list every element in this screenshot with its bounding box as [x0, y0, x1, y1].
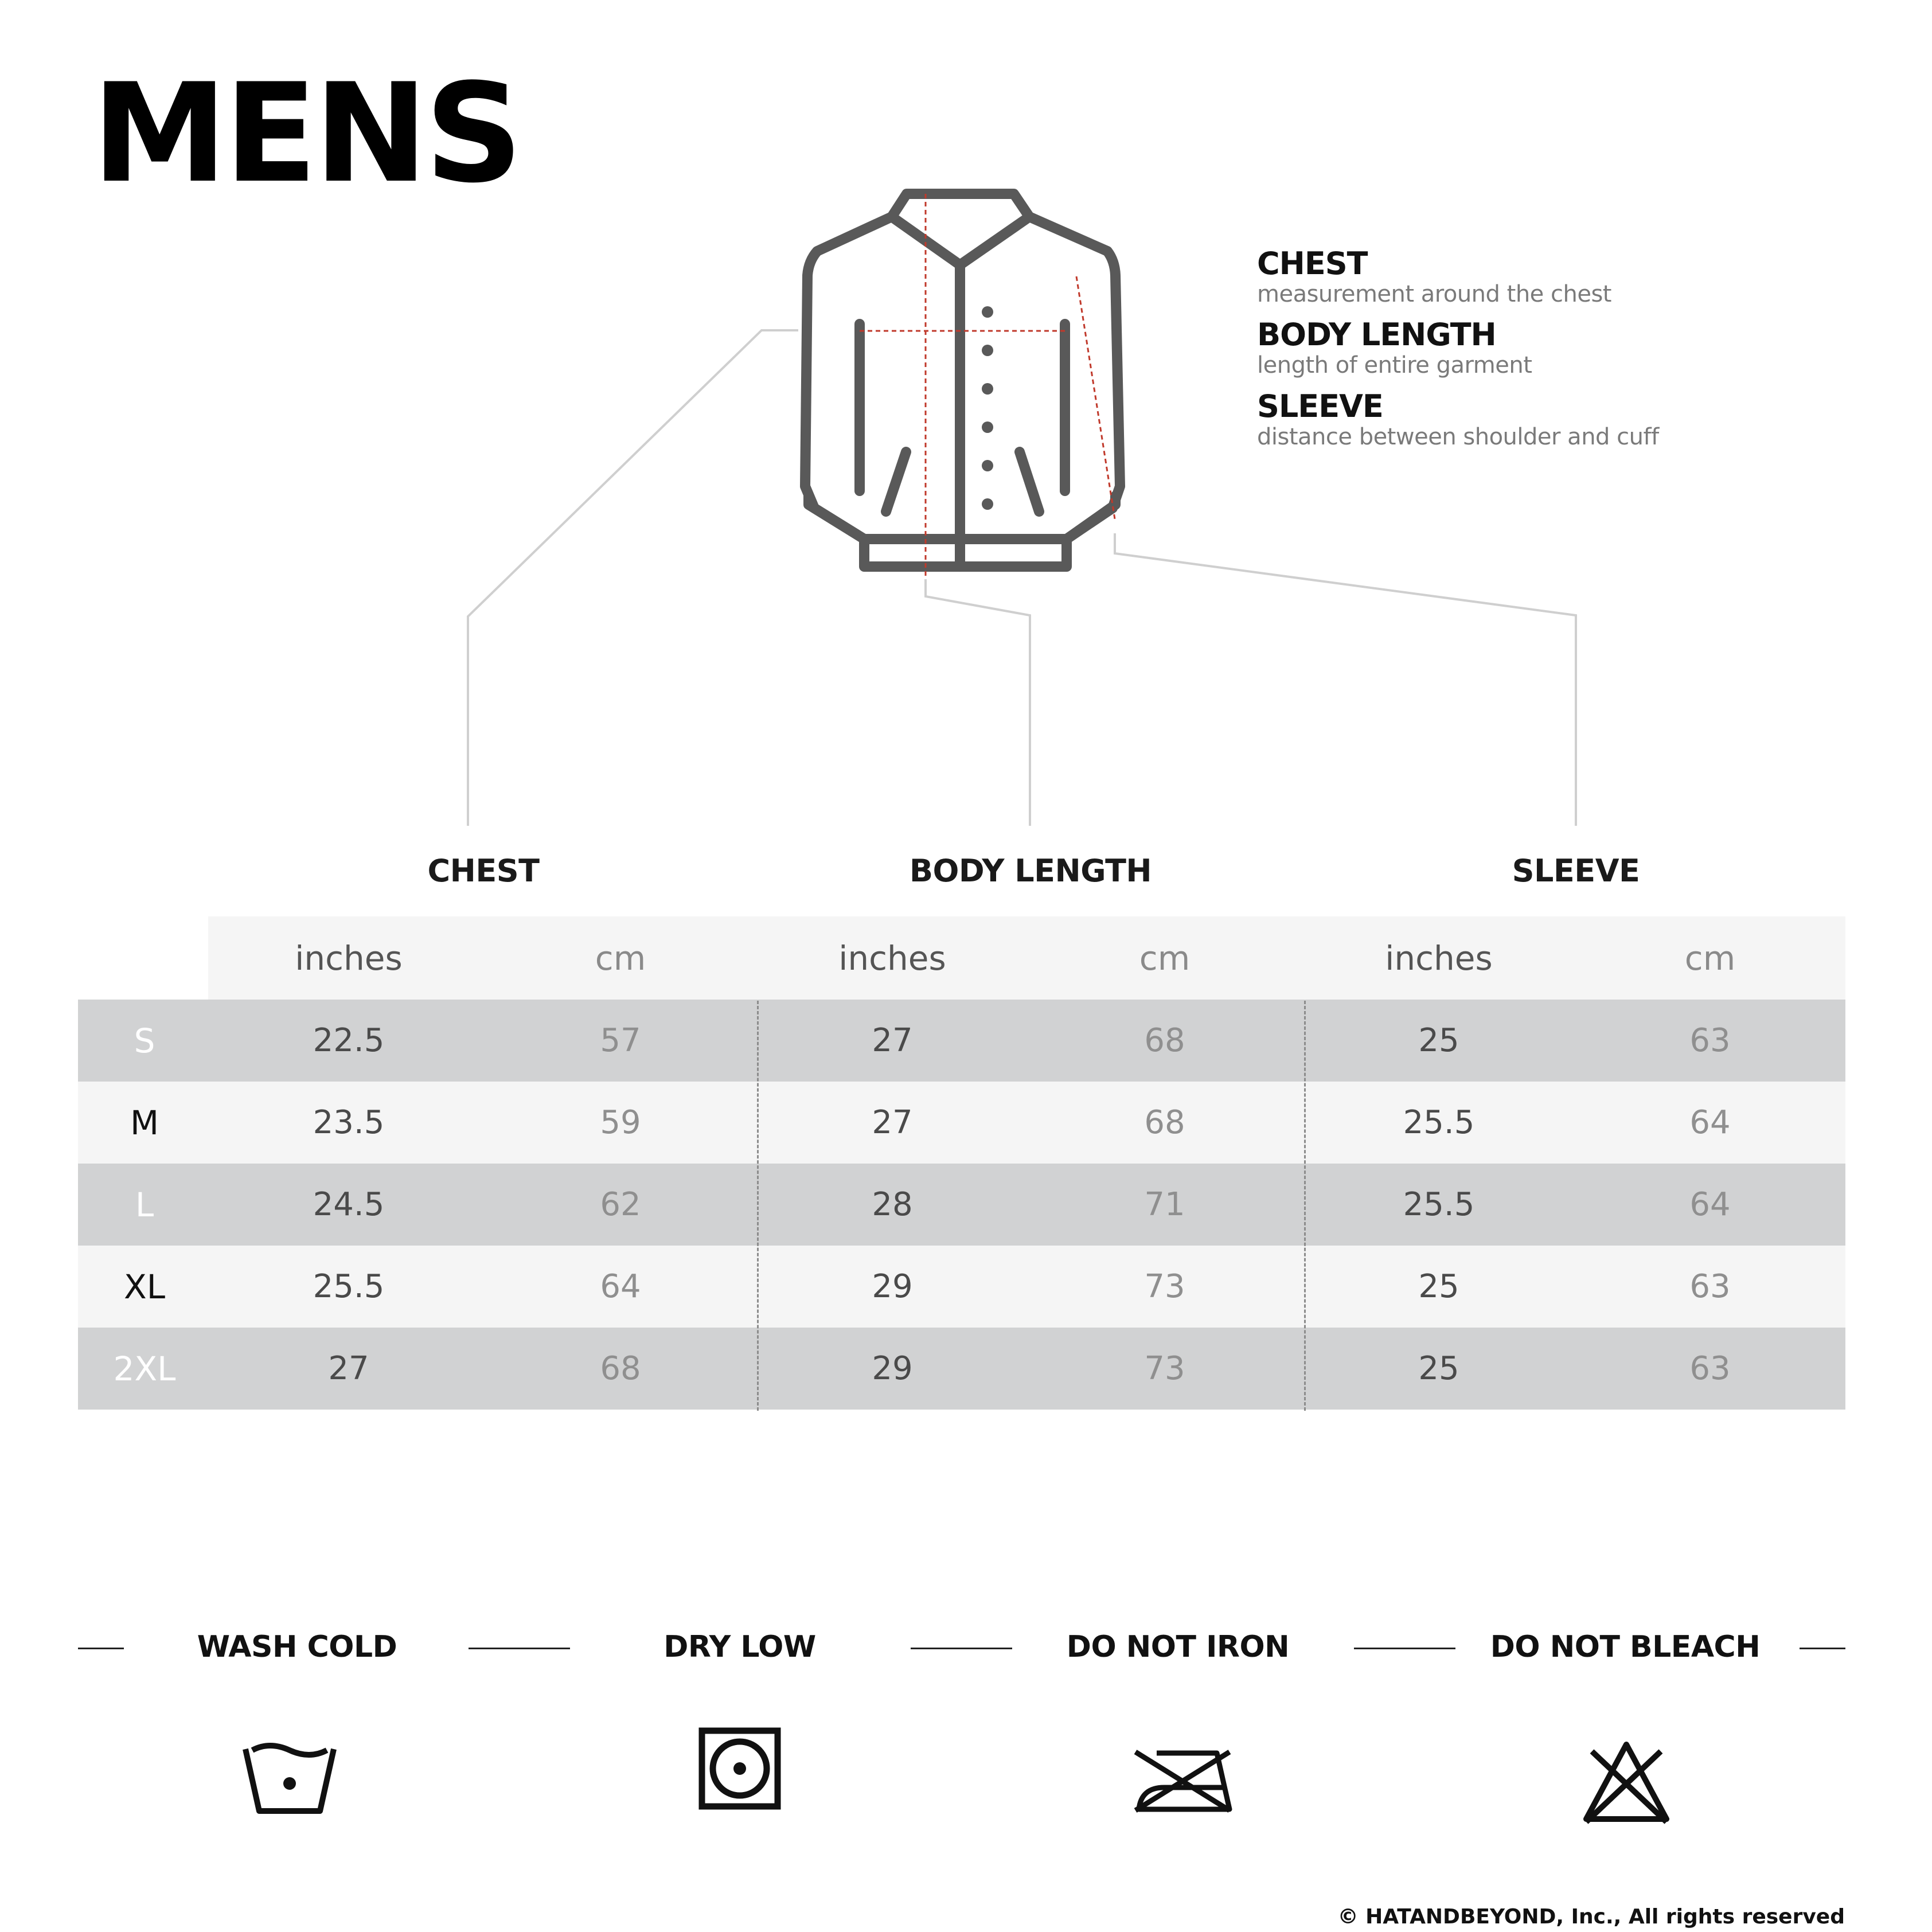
- column-divider: [757, 1001, 759, 1411]
- care-label-dry-low: DRY LOW: [663, 1630, 816, 1664]
- group-heading-sleeve: SLEEVE: [1512, 853, 1640, 889]
- care-label-do-not-bleach: DO NOT BLEACH: [1490, 1630, 1761, 1664]
- size-label: XL: [123, 1267, 166, 1306]
- legend-description: distance between shoulder and cuff: [1257, 424, 1659, 450]
- size-table: [78, 916, 1845, 1410]
- legend-body-length: [1257, 319, 1532, 377]
- unit-header: cm: [595, 938, 646, 978]
- jacket-icon: [805, 194, 1120, 567]
- unit-header: inches: [295, 938, 403, 978]
- table-cell: 62: [600, 1186, 641, 1223]
- legend-sleeve: [1257, 388, 1659, 450]
- table-cell: 25.5: [1403, 1186, 1475, 1223]
- table-row: [78, 1082, 1845, 1164]
- unit-header-row: [78, 916, 1845, 1000]
- table-cell: 73: [1144, 1350, 1185, 1387]
- copyright-footer: © HATANDBEYOND, Inc., All rights reserved: [1337, 1905, 1845, 1929]
- sleeve-measure-line: [1076, 276, 1115, 519]
- legend-term: CHEST: [1257, 245, 1368, 282]
- table-cell: 57: [600, 1022, 641, 1059]
- table-cell: 71: [1144, 1186, 1185, 1223]
- legend-description: measurement around the chest: [1257, 281, 1611, 307]
- table-cell: 68: [1144, 1022, 1185, 1059]
- table-cell: 28: [872, 1186, 913, 1223]
- legend-term: BODY LENGTH: [1257, 317, 1496, 353]
- do-not-bleach-icon: [1580, 1739, 1672, 1825]
- column-divider: [1304, 1001, 1306, 1411]
- table-cell: 64: [1689, 1104, 1731, 1141]
- chest-leader-line: [468, 330, 798, 826]
- care-divider: [469, 1648, 570, 1649]
- table-cell: 23.5: [313, 1104, 385, 1141]
- table-cell: 24.5: [313, 1186, 385, 1223]
- size-label: 2XL: [113, 1349, 176, 1388]
- legend-chest: [1257, 245, 1611, 307]
- table-cell: 25.5: [313, 1268, 385, 1305]
- table-cell: 63: [1689, 1268, 1731, 1305]
- unit-header: cm: [1684, 938, 1736, 978]
- table-cell: 64: [1689, 1186, 1731, 1223]
- size-label: M: [130, 1103, 159, 1142]
- do-not-iron-icon: [1131, 1746, 1234, 1815]
- table-cell: 25: [1418, 1350, 1459, 1387]
- size-label: L: [135, 1185, 154, 1224]
- table-cell: 64: [600, 1268, 641, 1305]
- table-cell: 59: [600, 1104, 641, 1141]
- table-row: [78, 1000, 1845, 1082]
- table-cell: 27: [872, 1104, 913, 1141]
- legend-term: SLEEVE: [1257, 388, 1383, 424]
- size-label: S: [134, 1021, 155, 1060]
- table-cell: 25: [1418, 1022, 1459, 1059]
- group-heading-body-length: BODY LENGTH: [909, 853, 1152, 889]
- table-cell: 25.5: [1403, 1104, 1475, 1141]
- care-divider: [1800, 1648, 1845, 1649]
- care-label-wash-cold: WASH COLD: [197, 1630, 397, 1664]
- table-row: [78, 1246, 1845, 1328]
- care-label-do-not-iron: DO NOT IRON: [1066, 1630, 1290, 1664]
- table-cell: 73: [1144, 1268, 1185, 1305]
- unit-header: cm: [1139, 938, 1191, 978]
- wash-cold-icon: [241, 1738, 338, 1818]
- page-title: MENS: [92, 54, 520, 213]
- jacket-buttons: [982, 306, 993, 510]
- unit-header: inches: [1385, 938, 1493, 978]
- unit-header: inches: [838, 938, 946, 978]
- sleeve-leader-line: [1115, 533, 1576, 826]
- table-cell: 68: [1144, 1104, 1185, 1141]
- table-cell: 63: [1689, 1350, 1731, 1387]
- legend-description: length of entire garment: [1257, 352, 1532, 378]
- table-row: [78, 1164, 1845, 1246]
- care-divider: [78, 1648, 124, 1649]
- table-cell: 22.5: [313, 1022, 385, 1059]
- care-divider: [911, 1648, 1012, 1649]
- table-row: [78, 1328, 1845, 1410]
- table-cell: 29: [872, 1268, 913, 1305]
- table-cell: 29: [872, 1350, 913, 1387]
- table-cell: 27: [328, 1350, 369, 1387]
- tumble-dry-low-icon: [698, 1727, 781, 1810]
- table-cell: 63: [1689, 1022, 1731, 1059]
- table-cell: 27: [872, 1022, 913, 1059]
- care-divider: [1354, 1648, 1455, 1649]
- group-heading-chest: CHEST: [427, 853, 540, 889]
- table-cell: 25: [1418, 1268, 1459, 1305]
- body-length-leader-line: [926, 579, 1030, 826]
- table-cell: 68: [600, 1350, 641, 1387]
